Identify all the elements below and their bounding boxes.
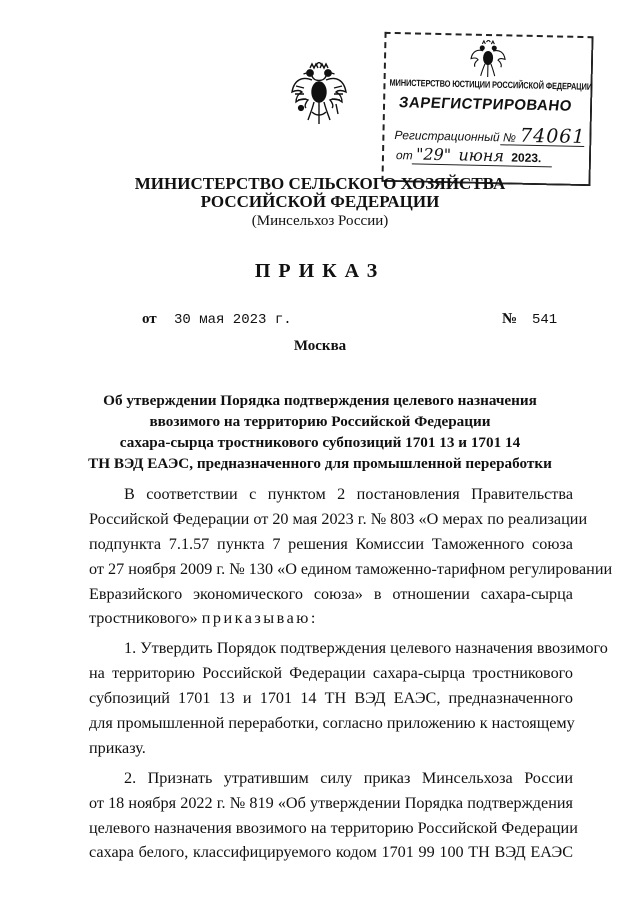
text-line: от 18 ноября 2022 г. № 819 «Об утверждении Порядка подтверждения	[89, 793, 573, 812]
text-line: подпункта 7.1.57 пункта 7 решения Комиссии Таможенного союза	[89, 534, 573, 553]
stamp-ministry-name: МИНИСТЕРСТВО ЮСТИЦИИ РОССИЙСКОЙ ФЕДЕРАЦИИ	[389, 76, 593, 93]
ministry-short-name: (Минсельхоз России)	[251, 213, 389, 229]
text-line: Евразийского экономического союза» в отношении сахара-сырца	[89, 584, 573, 603]
stamp-date-year: 2023.	[511, 150, 542, 166]
text-line: 1. Утвердить Порядок подтверждения целевого назначения ввозимого	[124, 639, 608, 658]
title-line: ТН ВЭД ЕАЭС, предназначенного для промышленной переработки	[88, 455, 552, 472]
document-body	[89, 482, 613, 870]
stamp-reg-label: Регистрационный №	[394, 128, 517, 145]
stamp-coat-of-arms-icon	[470, 40, 507, 79]
order-date: 30 мая 2023 г.	[174, 312, 292, 328]
order-verb: приказываю:	[201, 609, 318, 628]
text-line: от 27 ноября 2009 г. № 130 «О едином таможенно-тарифном регулировании	[89, 559, 613, 578]
title-line: сахара-сырца тростникового субпозиций 1701 13 и 1701 14	[119, 434, 521, 451]
ministry-name-line2: РОССИЙСКОЙ ФЕДЕРАЦИИ	[200, 192, 440, 211]
document-type-heading: ПРИКАЗ	[254, 260, 386, 282]
text-line: Российской Федерации от 20 мая 2023 г. № 803 «О мерах по реализации	[89, 509, 588, 528]
ministry-name-line1: МИНИСТЕРСТВО СЕЛЬСКОГО ХОЗЯЙСТВА	[134, 174, 506, 193]
order-date-label: от	[142, 311, 157, 327]
paragraph-item-1	[89, 636, 608, 760]
text-line: целевого назначения ввозимого на территорию Российской Федерации	[89, 818, 578, 837]
stamp-registered-label: ЗАРЕГИСТРИРОВАНО	[398, 94, 573, 115]
text-line: приказу.	[89, 738, 146, 757]
coat-of-arms-icon	[290, 62, 348, 128]
title-line: Об утверждении Порядка подтверждения целевого назначения	[103, 392, 537, 409]
stamp-date-prefix: от	[395, 148, 413, 163]
stamp-date-day: "29"	[415, 144, 452, 165]
stamp-date-month: июня	[458, 145, 505, 166]
text-line: для промышленной переработки, согласно приложению к настоящему	[89, 714, 575, 733]
registration-stamp	[381, 32, 593, 186]
text-line: 2. Признать утратившим силу приказ Минсельхоза России	[124, 768, 573, 787]
text-line	[89, 606, 573, 631]
city: Москва	[293, 338, 347, 354]
text-fragment: тростникового»	[89, 609, 198, 628]
paragraph-item-2	[89, 766, 578, 866]
order-number-label: №	[502, 311, 518, 327]
text-line: на территорию Российской Федерации сахара-сырца тростникового	[89, 664, 573, 683]
paragraph-preamble	[89, 482, 613, 631]
text-line: сахара белого, классифицируемого кодом 1701 99 100 ТН ВЭД ЕАЭС	[89, 843, 573, 862]
text-line: В соответствии с пунктом 2 постановления Правительства	[124, 485, 573, 503]
stamp-reg-number: 74061	[519, 124, 586, 149]
document-title	[60, 390, 580, 474]
text-line: субпозиций 1701 13 и 1701 14 ТН ВЭД ЕАЭС, предназначенного	[89, 689, 573, 708]
order-number: 541	[532, 312, 558, 328]
title-line: ввозимого на территорию Российской Федерации	[149, 413, 491, 430]
